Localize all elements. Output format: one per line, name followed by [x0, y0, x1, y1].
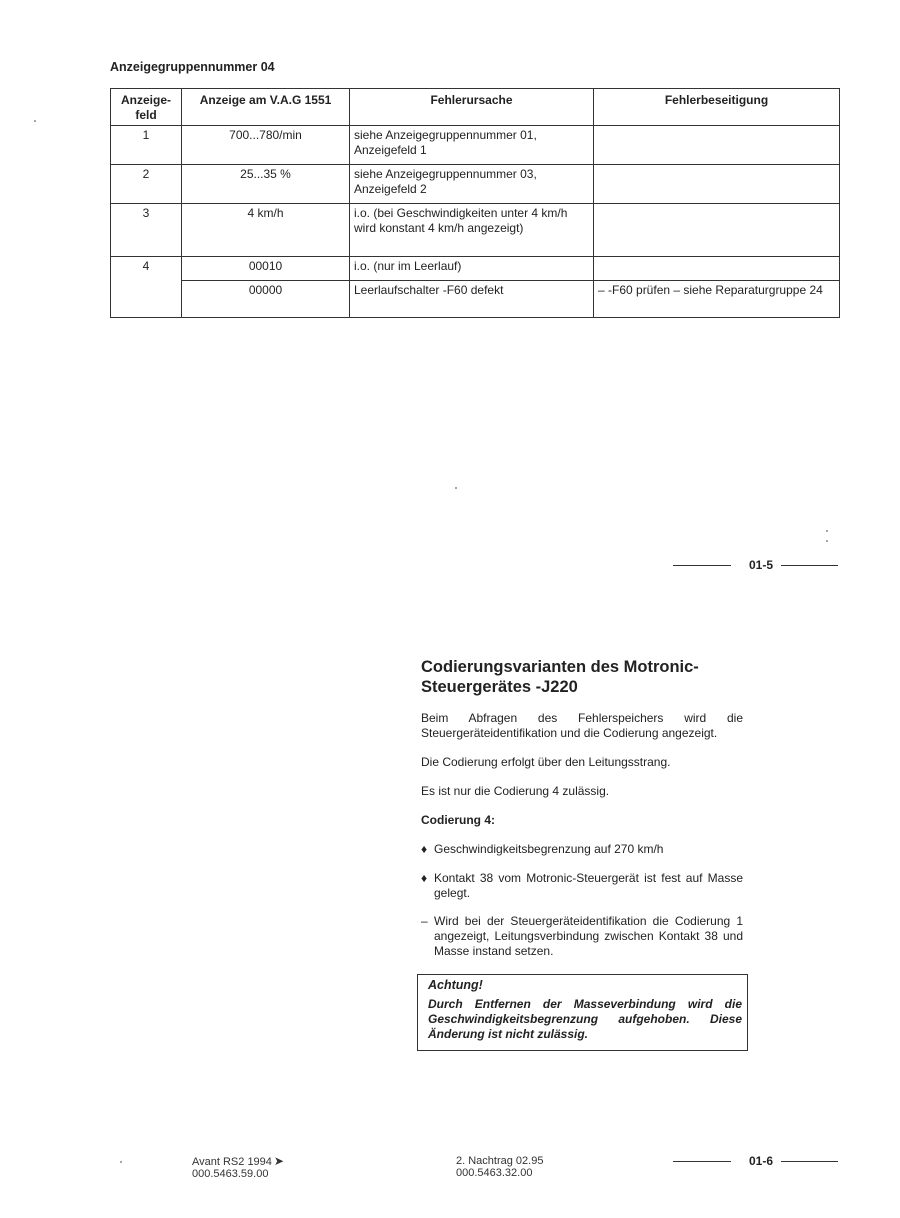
table-row — [111, 165, 840, 204]
coding-subheading: Codierung 4: — [421, 813, 495, 827]
list-item — [421, 914, 743, 959]
header-anzeigefeld: Anzeige- feld — [111, 89, 182, 126]
cell-anzeige: 00000 — [182, 281, 350, 318]
cell-feld: 3 — [111, 204, 182, 257]
list-item — [421, 842, 743, 857]
table-row — [111, 257, 840, 281]
footer-model: Avant RS2 1994 — [192, 1156, 272, 1168]
cell-beseitigung — [594, 257, 840, 281]
list-item-text: Wird bei der Steuergeräteidentifikation die Codierung 1 angezeigt, Leitungsverbindung zwischen Kontakt 38 und Masse instand setzen. — [434, 914, 743, 958]
cell-anzeige: 700...780/min — [182, 126, 350, 165]
warning-box — [417, 974, 748, 1051]
cell-ursache: i.o. (nur im Leerlauf) — [350, 257, 594, 281]
scan-speck — [826, 540, 828, 542]
cell-beseitigung — [594, 165, 840, 204]
page-number: 01-6 — [749, 1154, 774, 1168]
diamond-bullet-icon: ♦ — [421, 842, 428, 856]
paragraph-wiring: Die Codierung erfolgt über den Leitungsstrang. — [421, 755, 671, 769]
cell-ursache: i.o. (bei Geschwindigkeiten unter 4 km/h wird konstant 4 km/h angezeigt) — [350, 204, 594, 257]
header-fehlerursache: Fehlerursache — [350, 89, 594, 126]
page-rule-right — [781, 1161, 838, 1162]
cell-anzeige: 4 km/h — [182, 204, 350, 257]
diamond-bullet-icon: ♦ — [421, 871, 428, 885]
dash-bullet-icon: – — [421, 914, 428, 928]
page-rule-left — [673, 565, 731, 566]
cell-ursache: Leerlaufschalter -F60 defekt — [350, 281, 594, 318]
footer-supplement: 2. Nachtrag 02.95 — [456, 1155, 544, 1167]
table-row — [111, 126, 840, 165]
display-group-table — [110, 88, 840, 318]
page-number: 01-5 — [749, 558, 774, 572]
footer-doc-number: 000.5463.59.00 — [192, 1168, 269, 1180]
page-rule-right — [781, 565, 838, 566]
cell-feld: 1 — [111, 126, 182, 165]
cell-anzeige: 00010 — [182, 257, 350, 281]
footer-middle — [456, 1155, 543, 1179]
table-row — [111, 204, 840, 257]
cell-beseitigung — [594, 126, 840, 165]
cell-beseitigung — [594, 204, 840, 257]
cell-feld: 4 — [111, 257, 182, 318]
scan-speck — [455, 487, 457, 489]
coding-heading: Codierungsvarianten des Motronic-Steuergerätes -J220 — [421, 658, 699, 696]
paragraph-allowed: Es ist nur die Codierung 4 zulässig. — [421, 784, 610, 798]
header-fehlerbeseitigung: Fehlerbeseitigung — [594, 89, 840, 126]
cell-beseitigung: – -F60 prüfen – siehe Reparaturgruppe 24 — [594, 281, 840, 318]
header-anzeige: Anzeige am V.A.G 1551 — [182, 89, 350, 126]
cell-ursache: siehe Anzeigegruppennummer 01, Anzeigefeld 1 — [350, 126, 594, 165]
paragraph-intro: Beim Abfragen des Fehlerspeichers wird die Steuergeräteidentifikation und die Codierung angezeigt. — [421, 711, 743, 740]
list-item-text: Geschwindigkeitsbegrenzung auf 270 km/h — [434, 842, 664, 856]
footer-supplement-number: 000.5463.32.00 — [456, 1167, 533, 1179]
cell-anzeige: 25...35 % — [182, 165, 350, 204]
cell-ursache: siehe Anzeigegruppennummer 03, Anzeigefeld 2 — [350, 165, 594, 204]
arrow-right-icon: ➤ — [273, 1154, 284, 1168]
footer-left — [192, 1155, 284, 1180]
scan-speck — [34, 120, 36, 122]
scan-speck — [120, 1161, 122, 1163]
table-row — [111, 281, 840, 318]
scan-speck — [826, 530, 828, 532]
list-item — [421, 871, 743, 901]
page-rule-left — [673, 1161, 731, 1162]
list-item-text: Kontakt 38 vom Motronic-Steuergerät ist fest auf Masse gelegt. — [434, 871, 743, 900]
cell-feld: 2 — [111, 165, 182, 204]
table-header-row — [111, 89, 840, 126]
warning-text: Durch Entfernen der Masseverbindung wird die Geschwindigkeitsbegrenzung aufgehoben. Diese Änderung ist nicht zulässig. — [428, 997, 742, 1041]
section-title: Anzeigegruppennummer 04 — [110, 60, 275, 74]
warning-title: Achtung! — [428, 978, 483, 992]
